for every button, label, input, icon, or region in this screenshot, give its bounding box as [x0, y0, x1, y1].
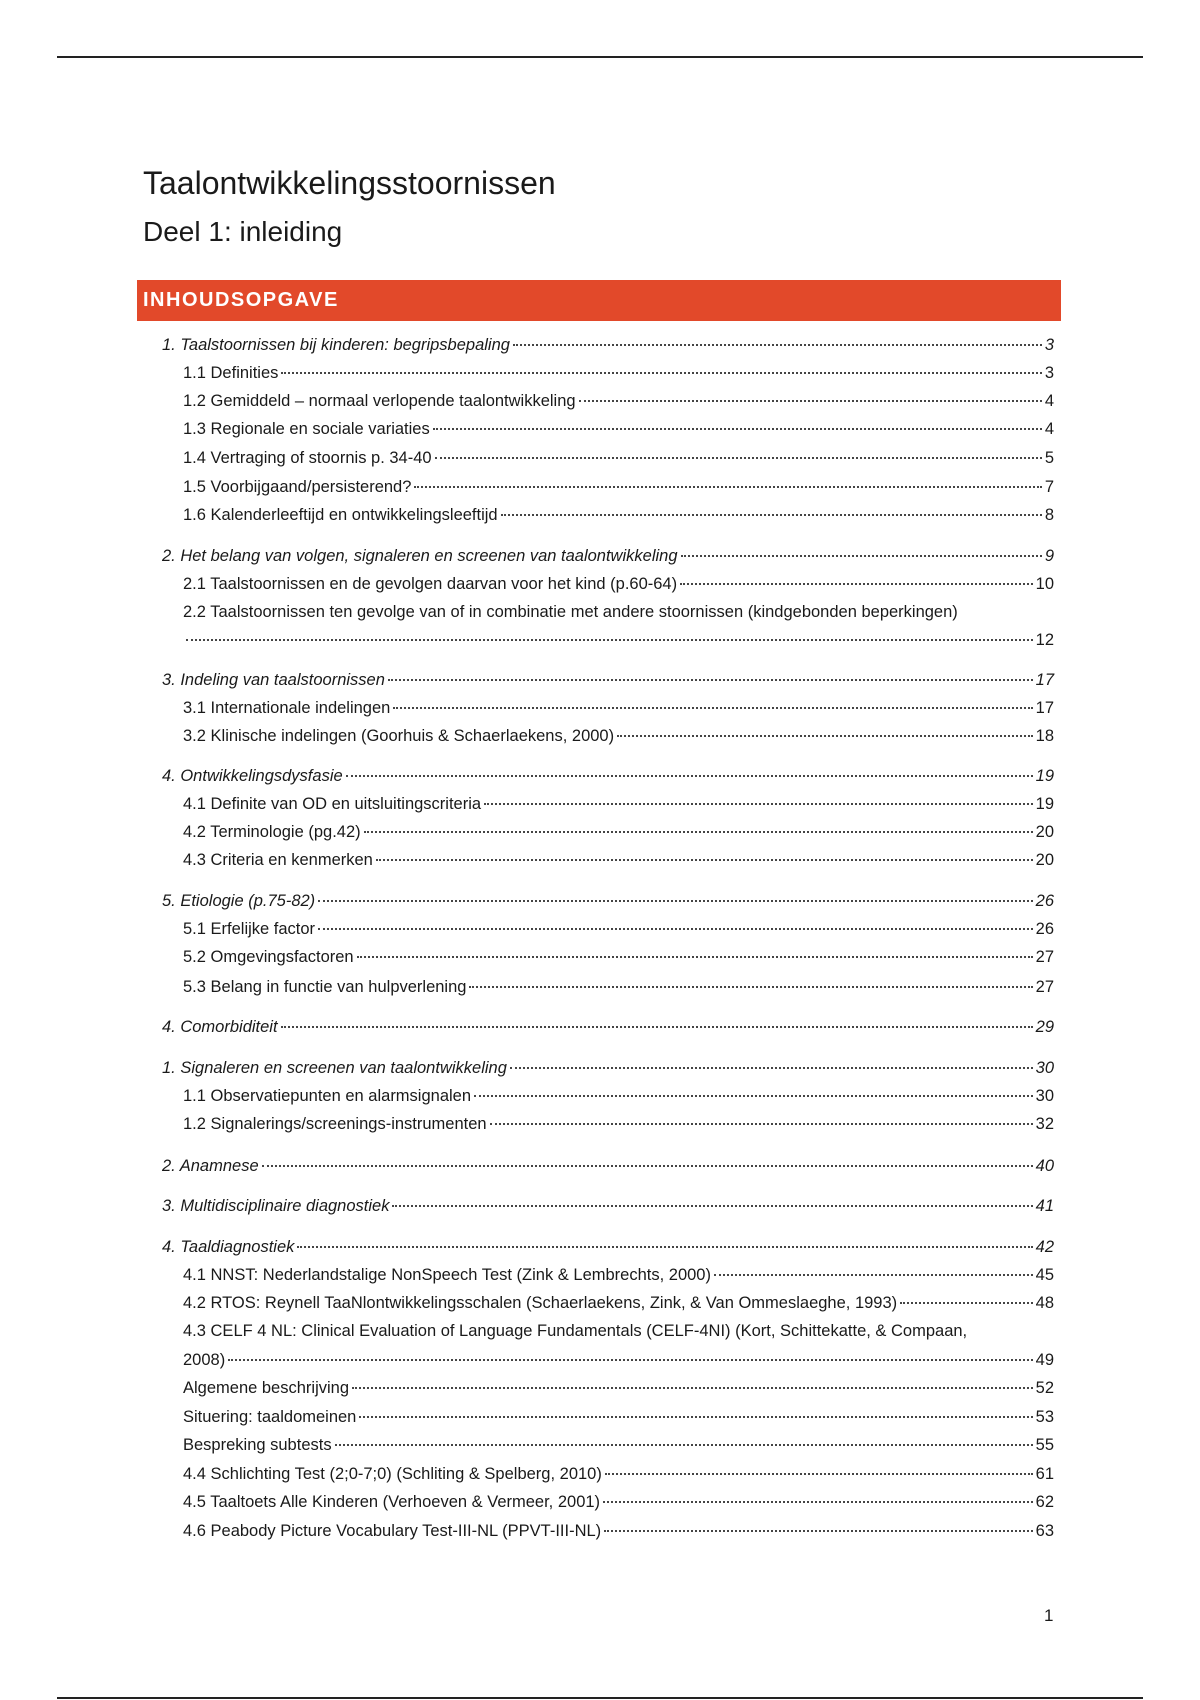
toc-entry[interactable]: 5.2 Omgevingsfactoren 27 — [183, 948, 1054, 966]
toc-entry[interactable]: 1.5 Voorbijgaand/persisterend? 7 — [183, 478, 1054, 496]
toc-entry[interactable]: 3.2 Klinische indelingen (Goorhuis & Schaerlaekens, 2000) 18 — [183, 727, 1054, 745]
toc-entry[interactable]: 4.5 Taaltoets Alle Kinderen (Verhoeven & Vermeer, 2001) 62 — [183, 1493, 1054, 1511]
toc-entry[interactable]: 1.2 Signalerings/screenings-instrumenten 32 — [183, 1115, 1054, 1133]
toc-entry[interactable]: 2. Anamnese 40 — [162, 1157, 1054, 1175]
toc-entry[interactable]: 4.1 NNST: Nederlandstalige NonSpeech Test (Zink & Lembrechts, 2000) 45 — [183, 1266, 1054, 1284]
toc-entry[interactable]: 4.2 Terminologie (pg.42) 20 — [183, 823, 1054, 841]
toc-entry[interactable]: 5.1 Erfelijke factor 26 — [183, 920, 1054, 938]
toc-heading — [137, 280, 1061, 321]
page-number: 1 — [1044, 1606, 1054, 1625]
toc-entry[interactable]: 4.6 Peabody Picture Vocabulary Test-III-NL (PPVT-III-NL) 63 — [183, 1522, 1054, 1540]
document-title: Taalontwikkelingsstoornissen — [143, 165, 556, 201]
toc-entry[interactable]: 5.3 Belang in functie van hulpverlening 27 — [183, 978, 1054, 996]
toc-entry[interactable]: 4. Comorbiditeit 29 — [162, 1018, 1054, 1036]
toc-entry[interactable]: 1.4 Vertraging of stoornis p. 34-40 5 — [183, 449, 1054, 467]
toc-entry[interactable]: 2. Het belang van volgen, signaleren en screenen van taalontwikkeling 9 — [162, 547, 1054, 565]
toc-entry[interactable]: 4. Taaldiagnostiek 42 — [162, 1238, 1054, 1256]
top-rule — [57, 56, 1143, 58]
toc-entry[interactable]: 1. Signaleren en screenen van taalontwikkeling 30 — [162, 1059, 1054, 1077]
toc-entry-wrapped-label[interactable]: 2.2 Taalstoornissen ten gevolge van of in combinatie met andere stoornissen (kindgebonden beperkingen) — [183, 603, 958, 621]
toc-entry[interactable]: 1. Taalstoornissen bij kinderen: begripsbepaling 3 — [162, 336, 1054, 354]
bottom-rule — [57, 1697, 1143, 1699]
toc-entry[interactable]: 1.1 Definities 3 — [183, 364, 1054, 382]
toc-entry[interactable]: 1.6 Kalenderleeftijd en ontwikkelingsleeftijd 8 — [183, 506, 1054, 524]
toc-entry[interactable]: 1.1 Observatiepunten en alarmsignalen 30 — [183, 1087, 1054, 1105]
toc-entry[interactable]: 5. Etiologie (p.75-82) 26 — [162, 892, 1054, 910]
toc-entry[interactable]: 1.2 Gemiddeld – normaal verlopende taalontwikkeling 4 — [183, 392, 1054, 410]
toc-entry[interactable]: 4.3 Criteria en kenmerken 20 — [183, 851, 1054, 869]
toc-entry-continuation[interactable]: 12 — [183, 629, 1054, 651]
toc-entry[interactable]: 2008) 49 — [183, 1351, 1054, 1369]
toc-entry[interactable]: Bespreking subtests 55 — [183, 1436, 1054, 1454]
toc-entry-wrapped-label[interactable]: 4.3 CELF 4 NL: Clinical Evaluation of Language Fundamentals (CELF-4NI) (Kort, Schittekatte, & Compaan, — [183, 1322, 968, 1340]
toc-entry[interactable]: 4.2 RTOS: Reynell TaaNlontwikkelingsschalen (Schaerlaekens, Zink, & Van Ommeslaeghe, 1993) 48 — [183, 1294, 1054, 1312]
toc-entry[interactable]: Situering: taaldomeinen 53 — [183, 1408, 1054, 1426]
toc-entry[interactable]: 4.4 Schlichting Test (2;0-7;0) (Schliting & Spelberg, 2010) 61 — [183, 1465, 1054, 1483]
toc-entry[interactable]: 3. Indeling van taalstoornissen 17 — [162, 671, 1054, 689]
toc-entry[interactable]: 4. Ontwikkelingsdysfasie 19 — [162, 767, 1054, 785]
toc-entry[interactable]: Algemene beschrijving 52 — [183, 1379, 1054, 1397]
toc-entry[interactable]: 3.1 Internationale indelingen 17 — [183, 699, 1054, 717]
toc-entry[interactable]: 3. Multidisciplinaire diagnostiek 41 — [162, 1197, 1054, 1215]
toc-entry[interactable]: 4.1 Definite van OD en uitsluitingscriteria 19 — [183, 795, 1054, 813]
toc-entry[interactable]: 2.1 Taalstoornissen en de gevolgen daarvan voor het kind (p.60-64) 10 — [183, 575, 1054, 593]
document-subtitle: Deel 1: inleiding — [143, 216, 343, 247]
toc-heading-label: INHOUDSOPGAVE — [143, 289, 339, 311]
toc-entry[interactable]: 1.3 Regionale en sociale variaties 4 — [183, 420, 1054, 438]
